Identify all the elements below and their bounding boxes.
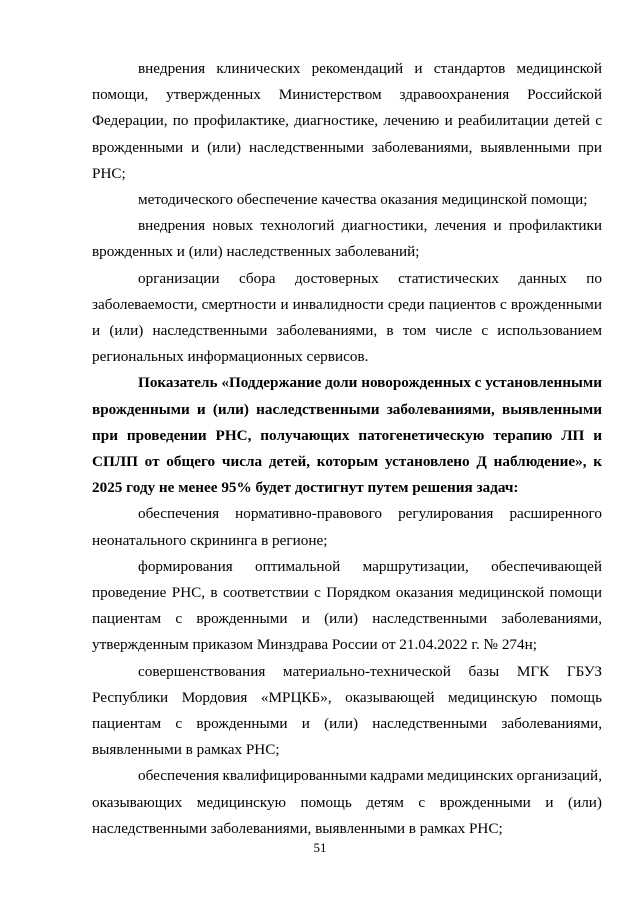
text-line: внедрения новых технологий диагностики, лечения и профилактики	[138, 217, 602, 235]
text-line: врожденных и (или) наследственных заболеваний;	[92, 243, 420, 261]
text-line: выявленными в рамках РНС;	[92, 741, 280, 759]
text-line: формирования оптимальной маршрутизации, обеспечивающей	[138, 557, 602, 575]
text-line: пациентам с врожденными и (или) наследственными заболеваниями,	[92, 610, 602, 628]
text-line: организации сбора достоверных статистических данных по	[138, 269, 602, 287]
paragraph-indicator-heading	[92, 370, 602, 501]
text-line: пациентам с врожденными и (или) наследственными заболеваниями,	[92, 715, 602, 733]
text-line: внедрения клинических рекомендаций и стандартов медицинской	[138, 60, 602, 77]
text-line: обеспечения квалифицированными кадрами медицинских организаций,	[138, 767, 602, 785]
text-line: 2025 году не менее 95% будет достигнут путем решения задач:	[92, 479, 519, 497]
text-line: Республики Мордовия «МРЦКБ», оказывающей медицинскую помощь	[92, 688, 602, 706]
text-line: СПЛП от общего числа детей, которым установлено Д наблюдение», к	[92, 453, 602, 471]
paragraph-regulation	[92, 501, 602, 553]
text-line: заболеваемости, смертности и инвалидности среди пациентов с врожденными	[92, 295, 602, 313]
text-line: проведение РНС, в соответствии с Порядком оказания медицинской помощи	[92, 584, 602, 602]
text-line: неонатального скрининга в регионе;	[92, 531, 328, 549]
document-page	[92, 56, 602, 842]
text-line: наследственными заболеваниями, выявленными в рамках РНС;	[92, 819, 503, 837]
paragraph-statistics	[92, 266, 602, 371]
text-line: и (или) наследственными заболеваниями, в том числе с использованием	[92, 322, 602, 340]
paragraph-clinical-guidelines	[92, 56, 602, 187]
text-line: утвержденным приказом Минздрава России от 21.04.2022 г. № 274н;	[92, 636, 537, 654]
paragraph-new-technologies	[92, 213, 602, 265]
page-number: 51	[313, 840, 327, 855]
text-line: оказывающих медицинскую помощь детям с врожденными и (или)	[92, 793, 602, 811]
text-line: РНС;	[92, 164, 126, 182]
paragraph-methodical-support	[92, 187, 602, 213]
paragraph-material-base	[92, 659, 602, 764]
paragraph-staffing	[92, 763, 602, 842]
text-line: врожденными и (или) наследственными заболеваниями, выявленными при	[92, 138, 602, 156]
text-line: помощи, утвержденных Министерством здравоохранения Российской	[92, 86, 602, 104]
text-line: Показатель «Поддержание доли новорожденных с установленными	[138, 374, 602, 392]
text-line: совершенствования материально-технической базы МГК ГБУЗ	[138, 662, 602, 680]
text-line: врожденными и (или) наследственными заболеваниями, выявленными	[92, 400, 602, 418]
text-line: обеспечения нормативно-правового регулирования расширенного	[138, 505, 602, 523]
text-line: при проведении РНС, получающих патогенетическую терапию ЛП и	[92, 426, 602, 444]
paragraph-routing	[92, 554, 602, 659]
text-line: региональных информационных сервисов.	[92, 348, 369, 366]
text-line: Федерации, по профилактике, диагностике, лечению и реабилитации детей с	[92, 112, 602, 130]
text-line: методического обеспечение качества оказания медицинской помощи;	[138, 191, 588, 209]
